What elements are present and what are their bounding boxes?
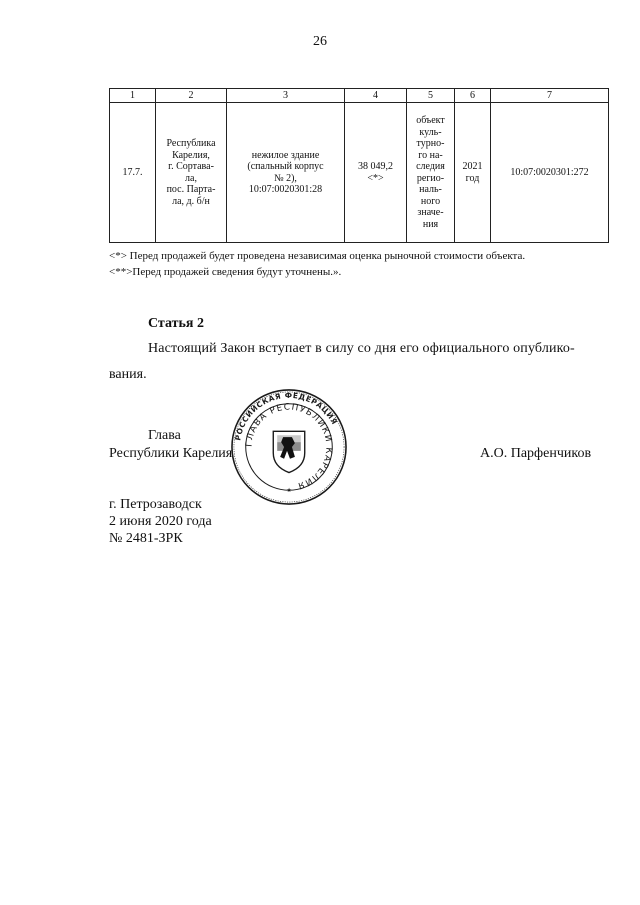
cell-text-line: 38 049,2 [358,161,393,172]
signatory-position-region: Республики Карелия [109,446,233,461]
footnote-clarification: <**>Перед продажей сведения будут уточнены.». [109,266,342,278]
cell-text-line: год [465,172,480,184]
cadastral-number-cell: 10:07:0020301:272 [491,103,609,243]
status-cell [407,103,455,243]
cell-text-line: Карелия, [172,149,210,161]
signing-city: г. Петрозаводск [109,497,202,512]
cell-text-line: го на- [418,149,443,161]
table-header-cell: 7 [491,89,609,103]
table-header-cell: 1 [110,89,156,103]
object-cell [227,103,345,243]
cell-text-line: ла, д. б/н [172,195,210,207]
article-title: Статья 2 [148,316,204,331]
cell-text-line: Республика [166,138,216,149]
table-row [110,103,609,243]
signatory-position: Глава [148,428,181,443]
cell-text-line: значе- [417,207,444,218]
article-text-continuation: вания. [109,367,147,382]
cell-text-line: ного [420,195,441,207]
table-header-row [110,89,609,103]
cell-text-line: объект [416,115,445,126]
cell-text-line: следия [416,161,445,172]
signatory-name: А.О. Парфенчиков [480,446,592,461]
cell-text-line: г. Сортава- [168,161,214,172]
cell-text-line: наль- [419,184,442,195]
cell-text-line: ния [422,218,439,230]
footnote-valuation: <*> Перед продажей будет проведена независимая оценка рыночной стоимости объекта. [109,250,526,262]
cell-text-line: 10:07:0020301:28 [248,184,323,195]
article-text: Настоящий Закон вступает в силу со дня его официального опублико- [148,341,575,356]
cell-text-line: нежилое здание [251,149,320,161]
law-number: № 2481-ЗРК [109,531,183,546]
table-header-cell: 4 [345,89,407,103]
table-header-cell: 6 [455,89,491,103]
cell-text-line: <*> [367,172,384,184]
year-cell [455,103,491,243]
seal-star-icon: ★ [286,488,292,495]
table-header-cell: 2 [156,89,227,103]
signing-date: 2 июня 2020 года [109,514,212,529]
cell-text-line: куль- [419,126,442,138]
coat-of-arms-icon [273,431,304,472]
row-number-cell: 17.7. [110,103,156,243]
property-table [109,88,609,243]
cell-text-line: (спальный корпус [247,161,324,172]
cell-text-line: ла, [185,172,197,184]
cell-text-line: 2021 [462,161,483,172]
area-cell [345,103,407,243]
table-header-cell: 3 [227,89,345,103]
seal-inner-text: ГЛАВА РЕСПУБЛИКИ КАРЕЛИЯ [244,402,334,491]
cell-text-line: регио- [416,172,445,184]
official-seal-stamp [230,388,348,506]
table-header-cell: 5 [407,89,455,103]
seal-outer-text: РОССИЙСКАЯ ФЕДЕРАЦИЯ [233,390,340,442]
cell-text-line: № 2), [274,172,297,184]
cell-text-line: турно- [416,138,445,149]
location-cell [156,103,227,243]
page-number: 26 [313,34,327,49]
cell-text-line: пос. Парта- [166,184,216,195]
